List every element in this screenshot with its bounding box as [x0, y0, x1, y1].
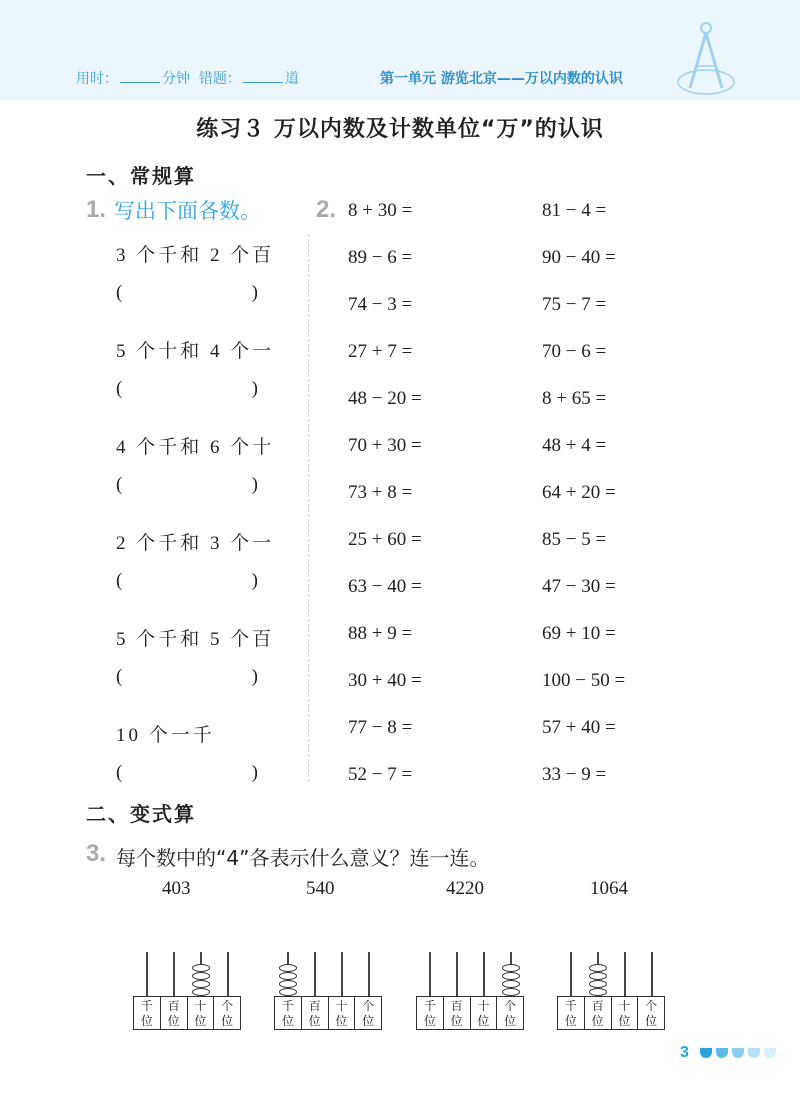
- q1-item: 2 个千和 3 个一: [116, 533, 275, 554]
- calc-item: 88 + 9 =: [348, 623, 413, 644]
- abacus-rod: [368, 952, 370, 996]
- place-suffix: 位: [140, 1014, 153, 1028]
- abacus-bead: [192, 972, 210, 980]
- place-name: 百: [591, 999, 604, 1013]
- abacus-bead: [192, 980, 210, 988]
- place-value-label: [496, 997, 523, 1029]
- place-suffix: 位: [423, 1014, 436, 1028]
- calc-item: 75 − 7 =: [542, 294, 607, 315]
- page-dot-decoration: [700, 1048, 712, 1058]
- place-suffix: 位: [618, 1014, 631, 1028]
- compass-icon: [676, 18, 736, 98]
- question-3-prompt: 每个数中的“4”各表示什么意义？连一连。: [116, 846, 490, 870]
- abacus-rod: [483, 952, 485, 996]
- place-name: 百: [308, 999, 321, 1013]
- abacus-bead: [192, 964, 210, 972]
- abacus[interactable]: [274, 946, 382, 1036]
- place-name: 个: [362, 999, 375, 1013]
- q1-item: 3 个千和 2 个百: [116, 245, 275, 266]
- place-name: 千: [281, 999, 294, 1013]
- place-name: 百: [450, 999, 463, 1013]
- place-value-label: [417, 997, 443, 1029]
- minute-label: 分钟: [162, 71, 190, 87]
- paren-right: ): [251, 474, 258, 495]
- paren-left: (: [116, 474, 123, 495]
- match-number[interactable]: 540: [306, 878, 335, 899]
- place-name: 个: [504, 999, 517, 1013]
- abacus-rod: [173, 952, 175, 996]
- calc-item: 64 + 20 =: [542, 482, 616, 503]
- abacus[interactable]: [557, 946, 665, 1036]
- place-suffix: 位: [308, 1014, 321, 1028]
- calc-item: 47 − 30 =: [542, 576, 616, 597]
- section-heading-regular: 一、常规算: [86, 164, 196, 188]
- place-name: 十: [335, 999, 348, 1013]
- place-name: 个: [221, 999, 234, 1013]
- place-suffix: 位: [362, 1014, 375, 1028]
- place-suffix: 位: [504, 1014, 517, 1028]
- place-value-label: [301, 997, 328, 1029]
- paren-left: (: [116, 666, 123, 687]
- paren-right: ): [251, 282, 258, 303]
- place-value-label: [354, 997, 381, 1029]
- place-value-box: [274, 996, 382, 1030]
- abacus[interactable]: [133, 946, 241, 1036]
- abacus-bead: [279, 980, 297, 988]
- calc-item: 73 + 8 =: [348, 482, 413, 503]
- calc-item: 69 + 10 =: [542, 623, 616, 644]
- calc-item: 48 + 4 =: [542, 435, 607, 456]
- q1-item: 10 个一千: [116, 725, 215, 746]
- item-label: 道: [284, 71, 299, 87]
- paren-right: ): [251, 570, 258, 591]
- paren-left: (: [116, 378, 123, 399]
- place-suffix: 位: [477, 1014, 490, 1028]
- calc-item: 77 − 8 =: [348, 717, 413, 738]
- place-value-label: [328, 997, 355, 1029]
- abacus-rod: [456, 952, 458, 996]
- calc-item: 57 + 40 =: [542, 717, 616, 738]
- place-suffix: 位: [221, 1014, 234, 1028]
- abacus-rod: [570, 952, 572, 996]
- question-number-2: 2.: [316, 196, 337, 223]
- section-heading-variant: 二、变式算: [86, 802, 196, 826]
- calc-item: 8 + 30 =: [348, 200, 413, 221]
- paren-right: ): [251, 762, 258, 783]
- calc-item: 25 + 60 =: [348, 529, 422, 550]
- place-value-label: [584, 997, 611, 1029]
- calc-item: 100 − 50 =: [542, 670, 626, 691]
- place-name: 十: [618, 999, 631, 1013]
- calc-item: 63 − 40 =: [348, 576, 422, 597]
- place-suffix: 位: [645, 1014, 658, 1028]
- abacus-rod: [146, 952, 148, 996]
- question-number-3: 3.: [86, 840, 107, 867]
- place-suffix: 位: [167, 1014, 180, 1028]
- page-dot-decoration: [764, 1048, 776, 1058]
- place-value-box: [416, 996, 524, 1030]
- place-name: 千: [564, 999, 577, 1013]
- paren-right: ): [251, 666, 258, 687]
- abacus[interactable]: [416, 946, 524, 1036]
- match-number[interactable]: 4220: [446, 878, 484, 899]
- place-value-box: [557, 996, 665, 1030]
- place-value-label: [187, 997, 214, 1029]
- place-value-label: [443, 997, 470, 1029]
- paren-left: (: [116, 762, 123, 783]
- question-number-1: 1.: [86, 196, 107, 223]
- calc-item: 70 − 6 =: [542, 341, 607, 362]
- match-number[interactable]: 403: [162, 878, 191, 899]
- calc-item: 33 − 9 =: [542, 764, 607, 785]
- place-name: 十: [477, 999, 490, 1013]
- time-record: [76, 68, 299, 88]
- abacus-bead: [589, 964, 607, 972]
- unit-title: 第一单元 游览北京——万以内数的认识: [380, 71, 623, 87]
- abacus-bead: [502, 988, 520, 996]
- q1-item: 5 个十和 4 个一: [116, 341, 275, 362]
- calc-item: 30 + 40 =: [348, 670, 422, 691]
- place-name: 千: [423, 999, 436, 1013]
- column-divider: [308, 234, 309, 782]
- abacus-bead: [589, 988, 607, 996]
- abacus-rod: [314, 952, 316, 996]
- place-name: 十: [194, 999, 207, 1013]
- place-value-label: [213, 997, 240, 1029]
- place-value-box: [133, 996, 241, 1030]
- calc-item: 27 + 7 =: [348, 341, 413, 362]
- place-value-label: [558, 997, 584, 1029]
- place-value-label: [160, 997, 187, 1029]
- paren-left: (: [116, 282, 123, 303]
- abacus-rod: [341, 952, 343, 996]
- page-dot-decoration: [732, 1048, 744, 1058]
- abacus-bead: [192, 988, 210, 996]
- page-dot-decoration: [748, 1048, 760, 1058]
- calc-item: 74 − 3 =: [348, 294, 413, 315]
- errors-blank: [243, 70, 283, 83]
- abacus-rod: [429, 952, 431, 996]
- page-number: 3: [680, 1044, 689, 1061]
- abacus-bead: [502, 972, 520, 980]
- minutes-blank: [120, 70, 160, 83]
- place-name: 百: [167, 999, 180, 1013]
- place-value-label: [637, 997, 664, 1029]
- abacus-bead: [279, 964, 297, 972]
- place-suffix: 位: [591, 1014, 604, 1028]
- calc-item: 85 − 5 =: [542, 529, 607, 550]
- place-value-label: [275, 997, 301, 1029]
- abacus-rod: [651, 952, 653, 996]
- abacus-bead: [502, 964, 520, 972]
- calc-item: 90 − 40 =: [542, 247, 616, 268]
- abacus-rod: [624, 952, 626, 996]
- abacus-bead: [589, 980, 607, 988]
- page-dot-decoration: [716, 1048, 728, 1058]
- calc-item: 70 + 30 =: [348, 435, 422, 456]
- place-suffix: 位: [450, 1014, 463, 1028]
- timer-label: 用时：: [76, 71, 118, 87]
- paren-left: (: [116, 570, 123, 591]
- calc-item: 52 − 7 =: [348, 764, 413, 785]
- place-value-label: [470, 997, 497, 1029]
- q1-item: 5 个千和 5 个百: [116, 629, 275, 650]
- place-value-label: [611, 997, 638, 1029]
- place-suffix: 位: [564, 1014, 577, 1028]
- place-suffix: 位: [281, 1014, 294, 1028]
- place-name: 千: [140, 999, 153, 1013]
- abacus-bead: [502, 980, 520, 988]
- error-label: 错题：: [198, 71, 241, 87]
- place-suffix: 位: [194, 1014, 207, 1028]
- abacus-bead: [279, 988, 297, 996]
- calc-item: 8 + 65 =: [542, 388, 607, 409]
- place-suffix: 位: [335, 1014, 348, 1028]
- place-value-label: [134, 997, 160, 1029]
- calc-item: 89 − 6 =: [348, 247, 413, 268]
- abacus-rod: [227, 952, 229, 996]
- q1-item: 4 个千和 6 个十: [116, 437, 275, 458]
- match-number[interactable]: 1064: [590, 878, 628, 899]
- calc-item: 81 − 4 =: [542, 200, 607, 221]
- calc-item: 48 − 20 =: [348, 388, 422, 409]
- paren-right: ): [251, 378, 258, 399]
- question-1-prompt: 写出下面各数。: [114, 199, 261, 223]
- abacus-bead: [279, 972, 297, 980]
- page-title: 练习３ 万以内数及计数单位“万”的认识: [196, 117, 604, 142]
- abacus-bead: [589, 972, 607, 980]
- place-name: 个: [645, 999, 658, 1013]
